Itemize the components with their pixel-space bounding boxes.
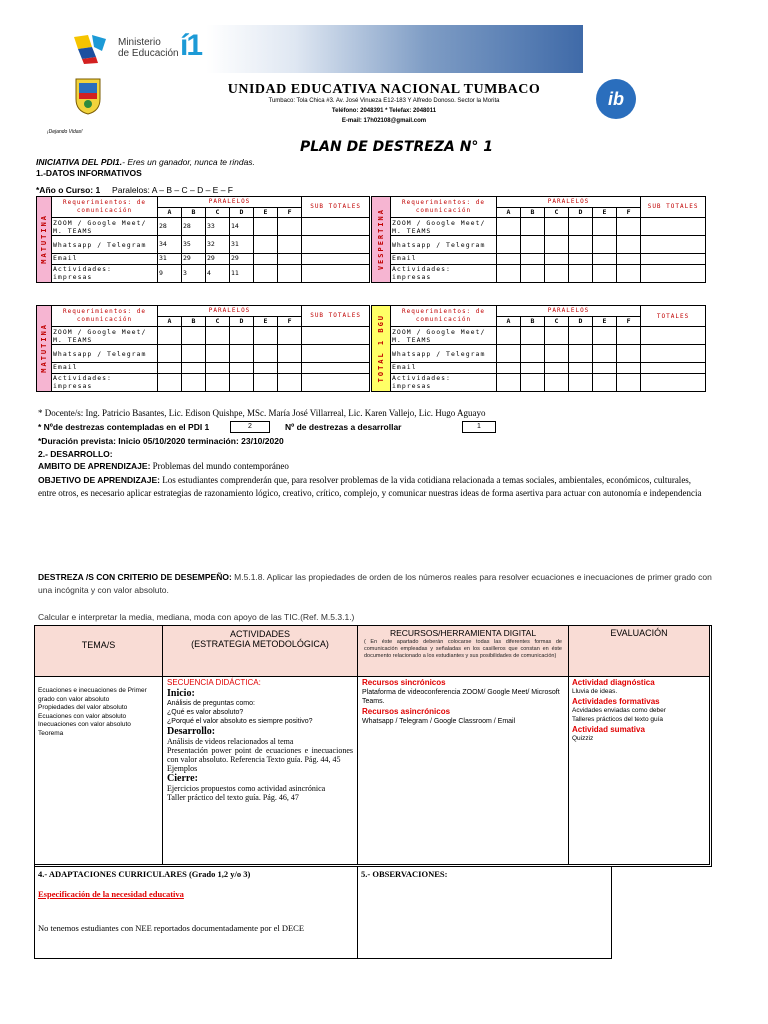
shift-label-total-bgu: TOTAL 1 BGU <box>372 306 391 392</box>
grid-total-bgu: TOTAL 1 BGU Requerimientos: de comunicación PARALELOS TOTALES A B C D E F ZOOM / Google Meet/ M. TEAMS Whatsapp / Telegram Email Actividades: impresas <box>371 305 706 392</box>
shift-label-matutina: MATUTINA <box>37 197 52 283</box>
objetivo-paragraph: OBJETIVO DE APRENDIZAJE: Los estudiantes comprenderán que, para resolver problemas de la vida cotidiana relacionada a temas sociales, ambientales, económicos, culturales, entre otros, es necesario aplicar estrategias de razonamiento lógico, creativo, crítico, complejo, y comunicar nuestras ideas de forma asertiva para actuar con autonomía e independencia <box>38 475 702 498</box>
duracion-line: *Duración prevista: Inicio 05/10/2020 terminación: 23/10/2020 <box>38 436 284 446</box>
ministerio-logo-icon <box>72 33 110 65</box>
destrezas-desarrollar-label: Nº de destrezas a desarrollar <box>285 422 402 432</box>
header-recursos: RECURSOS/HERRAMIENTA DIGITAL ( En éste apartado deberán colocarse todas las diferentes formas de comunicación empleadas y señaladas en los casilleros que constan en éste documento relacionado a los estudiantes y sus posibilidades de comunicación) <box>357 625 569 677</box>
grid-vespertina: VESPERTINA Requerimientos: de comunicación PARALELOS SUB TOTALES A B C D E F ZOOM / Google Meet/ M. TEAMS Whatsapp / Telegram Email Actividades: impresas <box>371 196 706 283</box>
shift-label-matutina-2: MATUTINA <box>37 306 52 392</box>
observaciones-cell: 5.- OBSERVACIONES: <box>357 866 612 959</box>
actividades-cell: SECUENCIA DIDÁCTICA: Inicio: Análisis de preguntas como: ¿Qué es valor absoluto? ¿Porqué el valor absoluto es siempre positivo? Desarrollo: Análisis de videos relacionados al tema Presentación power point de ecuaciones e inecuaciones con valor absoluto. Referencia Texto guía. Pág. 44, 45 Ejemplos Cierre: Ejercicios propuestos como actividad asincrónica Taller práctico del texto guía. Pág. 46, 47 <box>162 676 358 865</box>
destreza-paragraph: DESTREZA /S CON CRITERIO DE DESEMPEÑO: M.5.1.8. Aplicar las propiedades de orden de los números reales para resolver ecuaciones e inecuaciones de primer grado con una incógnita y con valor absoluto. <box>38 572 712 595</box>
desarrollo-heading: 2.- DESARROLLO: <box>38 449 113 459</box>
evaluacion-cell: Actividad diagnóstica Lluvia de ideas. Actividades formativas Acvidades enviadas como deber Talleres prácticos del texto guía Actividad sumativa Quizziz <box>568 676 710 865</box>
header-temas: TEMA/S <box>34 625 163 677</box>
school-phone: Teléfono: 2048391 * Telefax: 2048011 <box>331 108 437 114</box>
datos-informativos: 1.-DATOS INFORMATIVOS <box>36 168 142 178</box>
school-email: E-mail: 17h02108@gmail.com <box>341 118 427 124</box>
school-motto: ¡Dejando Vidas! <box>47 129 83 135</box>
header-actividades: ACTIVIDADES (ESTRATEGIA METODOLÓGICA) <box>162 625 358 677</box>
school-address: Tumbaco: Tola Chica #3. Av. José Vinueza E12-183 Y Alfredo Donoso. Sector la Morita <box>268 98 500 104</box>
destrezas-pdi-value: 2 <box>230 421 270 433</box>
grid-matutina-top: MATUTINA Requerimientos: de comunicación PARALELOS SUB TOTALES A B C D E F ZOOM / Google Meet/ M. TEAMS 28 28 33 14 Whatsapp / Telegram 34 35 32 31 Email 31 29 29 29 Actividades: impresas 9 3 4 11 <box>36 196 370 283</box>
calcular-line: Calcular e interpretar la media, mediana, moda con apoyo de las TIC.(Ref. M.5.3.1.) <box>38 612 355 622</box>
ambito-line: AMBITO DE APRENDIZAJE: Problemas del mundo contemporáneo <box>38 461 289 471</box>
destrezas-desarrollar-value: 1 <box>462 421 496 433</box>
ministerio-mark-icon: í1 <box>180 29 202 62</box>
shift-label-vespertina: VESPERTINA <box>372 197 391 283</box>
temas-cell: Ecuaciones e inecuaciones de Primer grado con valor absoluto Propiedades del valor absoluto Ecuaciones con valor absoluto Inecuaciones con valor absoluto Teorema <box>34 676 163 865</box>
grid-matutina-bottom: MATUTINA Requerimientos: de comunicación PARALELOS SUB TOTALES A B C D E F ZOOM / Google Meet/ M. TEAMS Whatsapp / Telegram Email Actividades: impresas <box>36 305 370 392</box>
initiative-line: INICIATIVA DEL PDI1.- Eres un ganador, nunca te rindas. <box>36 157 255 167</box>
docentes-line: * Docente/s: Ing. Patricio Basantes, Lic. Edison Quishpe, MSc. María José Villarreal, Lic. Karen Vallejo, Lic. Hugo Aguayo <box>38 408 486 418</box>
adaptaciones-cell: 4.- ADAPTACIONES CURRICULARES (Grado 1,2 y/o 3) Especificación de la necesidad educativa No tenemos estudiantes con NEE reportados documentadamente por el DECE <box>34 866 358 959</box>
ib-logo-icon: ib <box>596 79 636 119</box>
header-evaluacion: EVALUACIÓN <box>568 625 710 677</box>
course-line: *Año o Curso: 1 Paralelos: A – B – C – D – E – F <box>36 185 233 195</box>
school-name: UNIDAD EDUCATIVA NACIONAL TUMBACO <box>227 82 541 97</box>
recursos-cell: Recursos sincrónicos Plataforma de videoconferencia ZOOM/ Google Meet/ Microsoft Teams. Recursos asincrónicos Whatsapp / Telegram / Google Classroom / Email <box>357 676 569 865</box>
plan-title: PLAN DE DESTREZA N° 1 <box>300 139 494 155</box>
ministerio-label: Ministerio de Educación <box>118 37 179 59</box>
destrezas-pdi-label: * Nºde destrezas contempladas en el PDI 1 <box>38 422 210 432</box>
